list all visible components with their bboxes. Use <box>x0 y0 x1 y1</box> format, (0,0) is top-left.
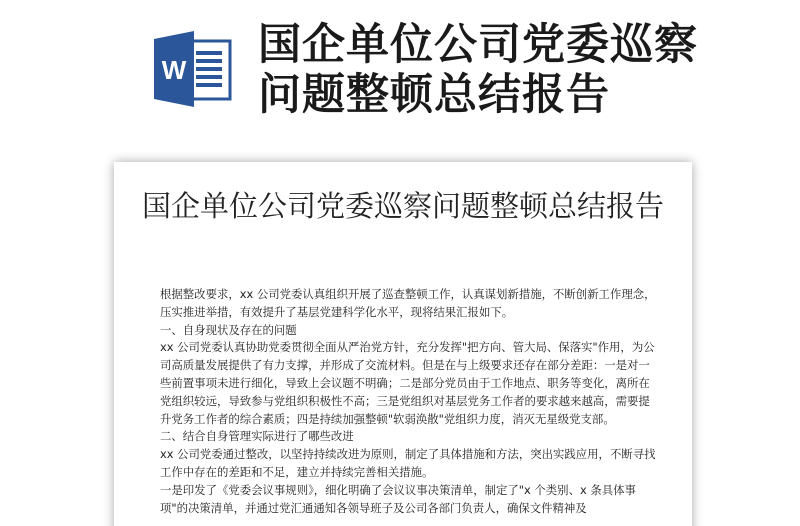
section-heading: 一、自身现状及存在的问题 <box>160 322 297 337</box>
paragraph: xx 公司党委认真协助党委贯彻全面从严治党方针，充分发挥"把方向、管大局、保落实"作用，为公司高质量发展提供了有力支撑，并形成了交流材料。但是在与上级要求还存在部分差距：一是对一些前置事项未进行细化，导致上会议题不明确；二是部分党员由于工作地点、职务等变化，离所在党组织较远，导致参与党组织积极性不高；三是党组织对基层党务工作者的要求越来越高，需要提升党务工作者的综合素质；四是持续加强整顿"软弱涣散"党组织力度，消灭无星级党支部。 <box>160 340 655 426</box>
banner-title: 国企单位公司党委巡察问题整顿总结报告 <box>258 20 698 120</box>
document-title: 国企单位公司党委巡察问题整顿总结报告 <box>141 189 664 223</box>
paragraph: 一是印发了《党委会议事规则》，细化明确了会议议事决策清单，制定了"x 个类别、x 条具体事项"的决策清单，并通过党汇通通知各领导班子及公司各部门负责人，确保文件精神及 <box>160 482 636 515</box>
paragraph: 根据整改要求，xx 公司党委认真组织开展了巡查整顿工作，认真谋划新措施，不断创新工作理念，压实推进举措，有效提升了基层党建科学化水平，现将结果汇报如下。 <box>160 287 656 319</box>
header-banner <box>0 0 800 150</box>
section-heading: 二、结合自身管理实际进行了哪些改进 <box>160 429 354 444</box>
word-document-icon <box>150 27 234 111</box>
document-preview <box>114 162 692 526</box>
paragraph: xx 公司党委通过整改，以坚持持续改进为原则，制定了具体措施和方法，突出实践应用，不断寻找工作中存在的差距和不足，建立并持续完善相关措施。 <box>160 447 656 479</box>
document-body <box>160 286 658 517</box>
word-icon-letter: W <box>161 55 187 85</box>
